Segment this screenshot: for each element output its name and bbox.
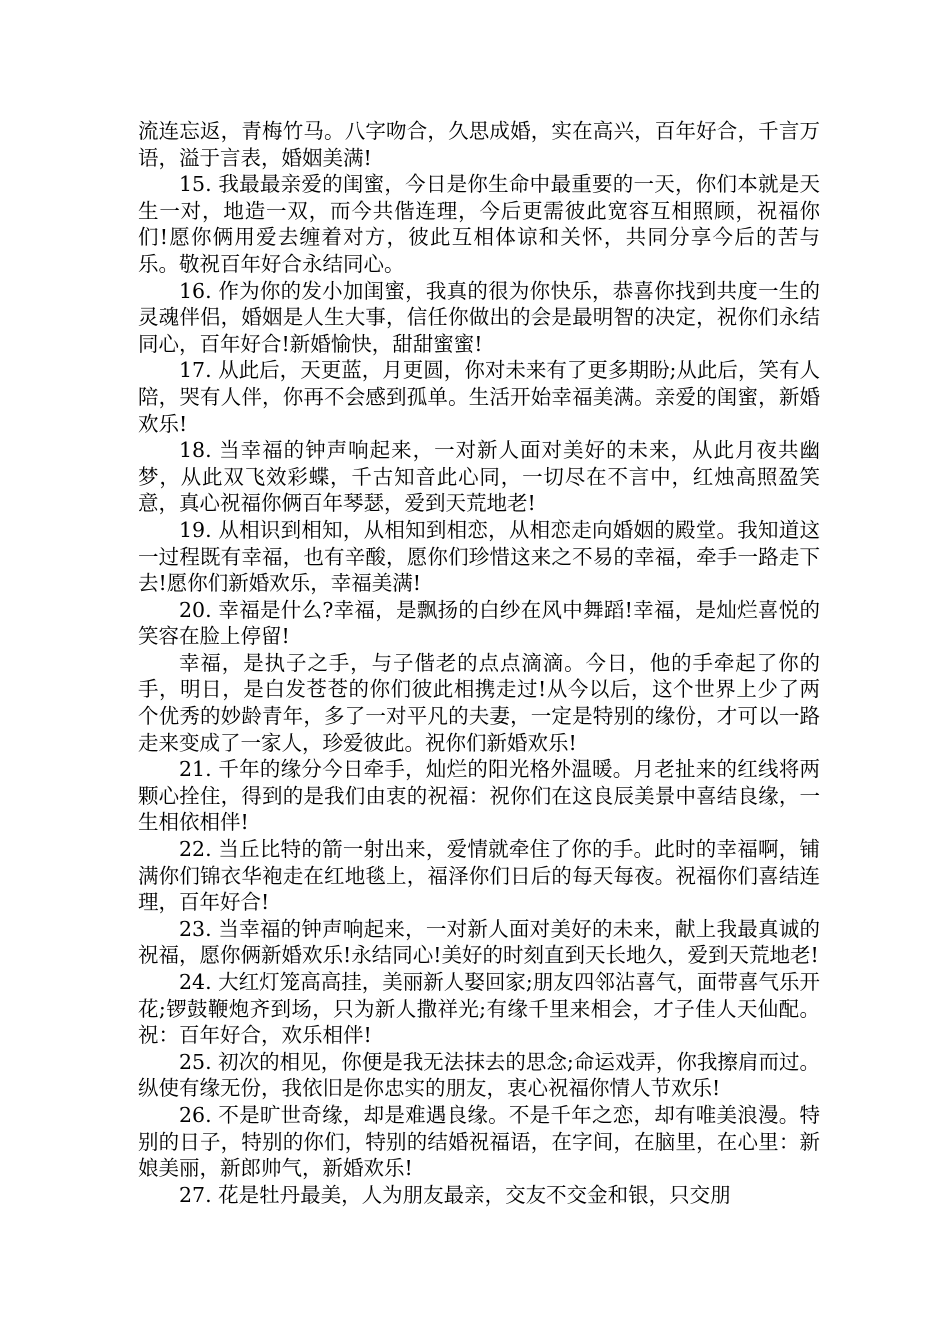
- paragraph-25: 25. 初次的相见，你便是我无法抹去的思念;命运戏弄，你我擦肩而过。纵使有缘无份，我依旧是你忠实的朋友，衷心祝福你情人节欢乐!: [138, 1049, 820, 1101]
- paragraph-19: 19. 从相识到相知，从相知到相恋，从相恋走向婚姻的殿堂。我知道这一过程既有幸福，也有辛酸，愿你们珍惜这来之不易的幸福，牵手一路走下去!愿你们新婚欢乐，幸福美满!: [138, 517, 820, 596]
- paragraph-continuation: 流连忘返，青梅竹马。八字吻合，久思成婚，实在高兴，百年好合，千言万语，溢于言表，婚姻美满!: [138, 119, 820, 170]
- paragraph-20-continued: 幸福，是执子之手，与子偕老的点点滴滴。今日，他的手牵起了你的手，明日，是白发苍苍的你们彼此相携走过!从今以后，这个世界上少了两个优秀的妙龄青年，多了一对平凡的夫妻，一定是特别的缘份，才可以一路走来变成了一家人，珍爱彼此。祝你们新婚欢乐!: [138, 650, 820, 755]
- paragraph-22: 22. 当丘比特的箭一射出来，爱情就牵住了你的手。此时的幸福啊，铺满你们锦衣华袍走在红地毯上，福泽你们日后的每天每夜。祝福你们喜结连理，百年好合!: [138, 837, 820, 915]
- paragraph-24: 24. 大红灯笼高高挂，美丽新人娶回家;朋友四邻沾喜气，面带喜气乐开花;锣鼓鞭炮齐到场，只为新人撒祥光;有缘千里来相会，才子佳人天仙配。祝：百年好合，欢乐相伴!: [138, 970, 820, 1048]
- paragraph-15: 15. 我最最亲爱的闺蜜，今日是你生命中最重要的一天，你们本就是天生一对，地造一双，而今共偕连理，今后更需彼此宽容互相照顾，祝福你们!愿你俩用爱去缠着对方，彼此互相体谅和关怀，共同分享今后的苦与乐。敬祝百年好合永结同心。: [138, 172, 820, 276]
- paragraph-17: 17. 从此后，天更蓝，月更圆，你对未来有了更多期盼;从此后，笑有人陪，哭有人伴，你再不会感到孤单。生活开始幸福美满。亲爱的闺蜜，新婚欢乐!: [138, 358, 820, 436]
- paragraph-27: 27. 花是牡丹最美，人为朋友最亲，交友不交金和银，只交朋: [179, 1182, 731, 1207]
- paragraph-16: 16. 作为你的发小加闺蜜，我真的很为你快乐，恭喜你找到共度一生的灵魂伴侣，婚姻是人生大事，信任你做出的会是最明智的决定，祝你们永结同心，百年好合!新婚愉快，甜甜蜜蜜!: [138, 278, 820, 356]
- paragraph-20: 20. 幸福是什么?幸福，是飘扬的白纱在风中舞蹈!幸福，是灿烂喜悦的笑容在脸上停留!: [138, 597, 820, 649]
- paragraph-23: 23. 当幸福的钟声响起来，一对新人面对美好的未来，献上我最真诚的祝福，愿你俩新婚欢乐!永结同心!美好的时刻直到天长地久，爱到天荒地老!: [138, 916, 820, 968]
- paragraph-18: 18. 当幸福的钟声响起来，一对新人面对美好的未来，从此月夜共幽梦，从此双飞效彩蝶，千古知音此心同，一切尽在不言中，红烛高照盈笑意，真心祝福你俩百年琴瑟，爱到天荒地老!: [138, 438, 820, 516]
- paragraph-26: 26. 不是旷世奇缘，却是难遇良缘。不是千年之恋，却有唯美浪漫。特别的日子，特别的你们，特别的结婚祝福语，在字间，在脑里，在心里：新娘美丽，新郎帅气，新婚欢乐!: [138, 1102, 820, 1181]
- paragraph-21: 21. 千年的缘分今日牵手，灿烂的阳光格外温暖。月老扯来的红线将两颗心拴住，得到的是我们由衷的祝福：祝你们在这良辰美景中喜结良缘，一生相依相伴!: [138, 757, 820, 835]
- document-page: [138, 118, 820, 1208]
